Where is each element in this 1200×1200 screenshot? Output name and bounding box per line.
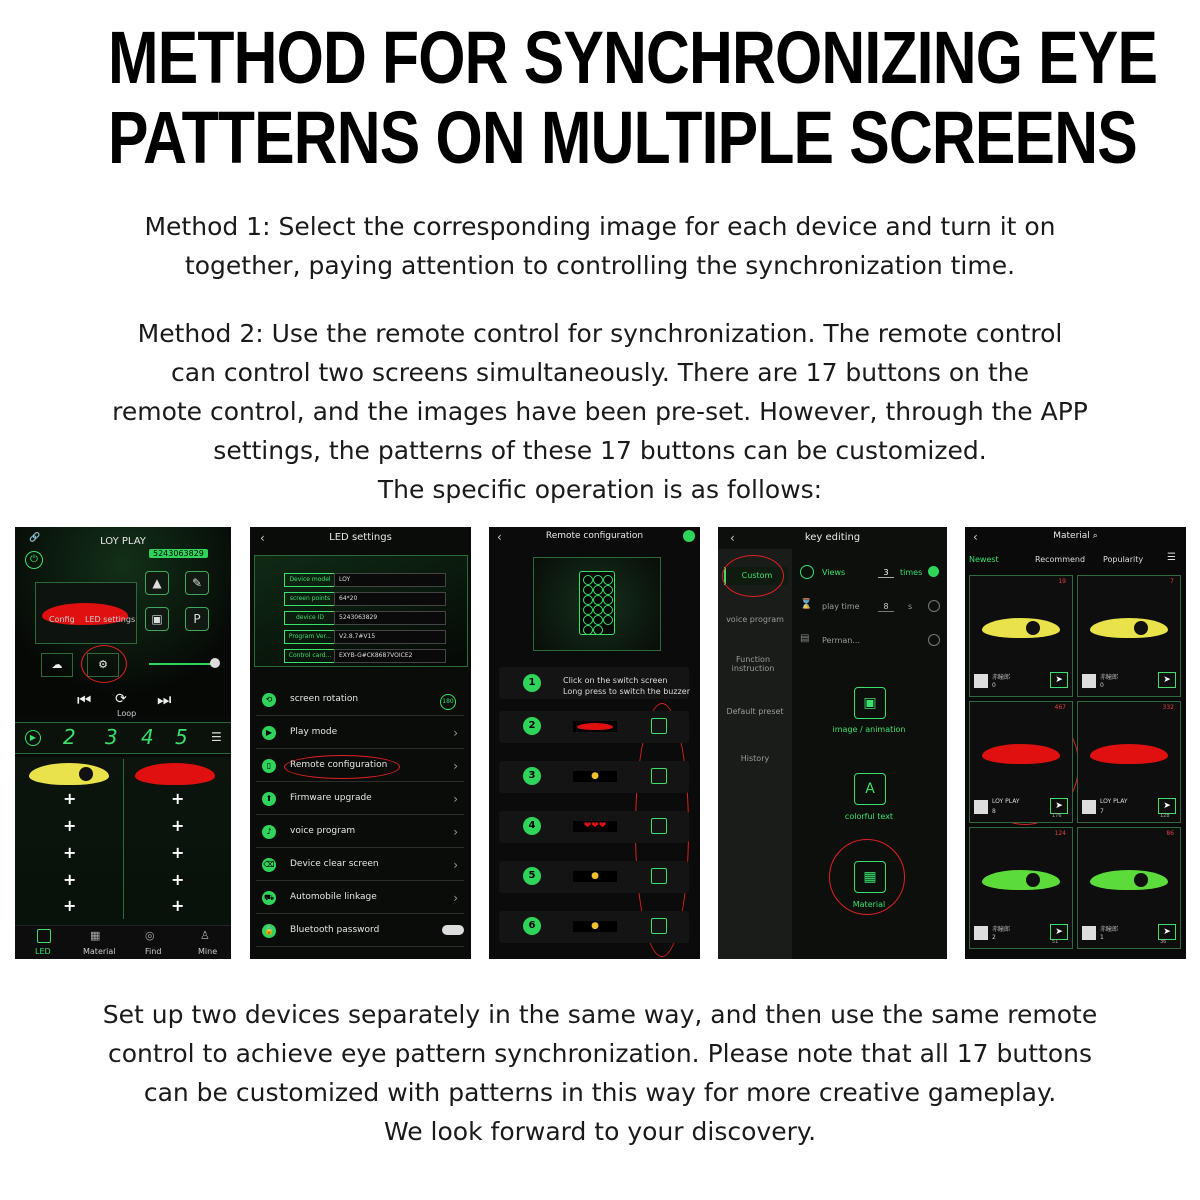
- key-number: 1: [523, 674, 541, 692]
- heat-count: 467: [1054, 704, 1066, 711]
- screenshot-loy-play: [15, 527, 231, 959]
- material-card[interactable]: [969, 701, 1073, 823]
- like-count: 7: [1100, 808, 1104, 815]
- edit-icon[interactable]: [651, 918, 667, 934]
- edit-icon[interactable]: [651, 718, 667, 734]
- play-time-radio[interactable]: [928, 600, 940, 612]
- info-value: 5243063829: [334, 611, 446, 625]
- keypad-button: [583, 605, 593, 615]
- send-icon[interactable]: ➤: [1158, 798, 1176, 814]
- permanent-radio[interactable]: [928, 634, 940, 646]
- add-slot-button[interactable]: +: [171, 896, 185, 915]
- pattern-thumbnail-hands: ●: [573, 921, 617, 932]
- like-count: 0: [992, 682, 996, 689]
- eye-pattern-green: [982, 870, 1060, 890]
- edit-icon[interactable]: [651, 818, 667, 834]
- loop-label: Loop: [117, 709, 137, 718]
- back-icon[interactable]: ‹: [260, 531, 265, 545]
- menu-item-label: Remote configuration: [290, 760, 388, 770]
- key-number: 5: [523, 867, 541, 885]
- slider-handle[interactable]: [210, 658, 220, 668]
- add-slot-button[interactable]: +: [171, 870, 185, 889]
- program-digit[interactable]: 3: [105, 725, 118, 749]
- chevron-right-icon: ›: [453, 825, 458, 839]
- screen-title: key editing: [804, 532, 861, 543]
- tab-voice-program[interactable]: voice program: [726, 615, 784, 624]
- method2-line: The specific operation is as follows:: [377, 475, 823, 504]
- avatar: [974, 674, 988, 688]
- nav-mine[interactable]: Mine: [198, 947, 218, 956]
- author-name: 赤瞳郎: [992, 926, 1011, 933]
- keypad-button: [583, 625, 593, 635]
- menu-item-label: Play mode: [290, 727, 338, 737]
- keypad-button: [603, 595, 613, 605]
- key-number: 2: [523, 717, 541, 735]
- hint-line: Click on the switch screen: [563, 676, 668, 685]
- keypad-button: [583, 595, 593, 605]
- method2-text: [40, 314, 1160, 509]
- material-card[interactable]: [1077, 827, 1181, 949]
- bluetooth-icon[interactable]: [683, 530, 695, 542]
- like-count: 1: [1100, 934, 1104, 941]
- menu-item[interactable]: [256, 786, 464, 815]
- material-icon[interactable]: ▦: [854, 861, 886, 893]
- menu-item[interactable]: [256, 819, 464, 848]
- title-line-2: PATTERNS ON MULTIPLE SCREENS: [108, 96, 1137, 179]
- highlight-ring: [829, 839, 905, 915]
- edit-icon[interactable]: [651, 768, 667, 784]
- warning-icon[interactable]: ▲: [145, 571, 169, 595]
- brightness-slider[interactable]: [149, 663, 213, 665]
- heat-count: 19: [1058, 578, 1066, 585]
- next-icon[interactable]: ⏭: [157, 690, 172, 709]
- material-card[interactable]: [1077, 701, 1181, 823]
- menu-item[interactable]: [256, 885, 464, 914]
- menu-item[interactable]: [256, 720, 464, 749]
- chevron-right-icon: ›: [453, 792, 458, 806]
- author-name: 赤瞳郎: [1100, 926, 1119, 933]
- method2-line: remote control, and the images have been pre-set. However, through the APP: [112, 397, 1088, 426]
- keypad-button: [583, 575, 593, 585]
- option-image-animation[interactable]: image / animation: [832, 725, 906, 734]
- play-time-input[interactable]: 8: [878, 602, 894, 612]
- mine-nav-icon[interactable]: ♙: [200, 929, 210, 942]
- firmware-icon: ⬆: [262, 792, 276, 806]
- lock-icon: 🔒: [262, 924, 276, 938]
- red-eye-slot[interactable]: [135, 763, 215, 785]
- info-value: V2.8.7#V15: [334, 630, 446, 644]
- screenshot-key-editing: [718, 527, 947, 959]
- clear-screen-icon: ⌫: [262, 858, 276, 872]
- eye-pattern-green: [1090, 870, 1168, 890]
- pupil: [1134, 621, 1148, 635]
- share-count: 36: [1160, 939, 1167, 945]
- voice-icon: ♪: [262, 825, 276, 839]
- play-icon[interactable]: ▶: [25, 730, 41, 746]
- footer-line: control to achieve eye pattern synchronization. Please note that all 17 buttons: [107, 1039, 1093, 1068]
- send-icon[interactable]: ➤: [1158, 672, 1176, 688]
- filter-icon[interactable]: ☰: [1167, 552, 1176, 563]
- keypad-button: [593, 595, 603, 605]
- send-icon[interactable]: ➤: [1158, 924, 1176, 940]
- keypad-button: [593, 605, 603, 615]
- footer-text: [40, 995, 1160, 1151]
- colorful-text-icon[interactable]: A: [854, 773, 886, 805]
- hourglass-icon: ⌛: [800, 599, 813, 610]
- search-icon[interactable]: ⌕: [1092, 531, 1098, 541]
- info-value: EXYB-G#CK8687VOICE2: [334, 649, 446, 663]
- led-nav-icon[interactable]: [37, 929, 51, 943]
- send-icon[interactable]: ➤: [1050, 672, 1068, 688]
- method2-line: can control two screens simultaneously. There are 17 buttons on the: [171, 358, 1029, 387]
- screen-title: Remote configuration: [545, 531, 644, 541]
- share-count: 176: [1052, 813, 1062, 819]
- add-slot-button[interactable]: +: [63, 896, 77, 915]
- heat-count: 86: [1166, 830, 1174, 837]
- program-digit[interactable]: 4: [141, 725, 154, 749]
- method2-line: settings, the patterns of these 17 buttons can be customized.: [213, 436, 987, 465]
- play-time-unit: s: [908, 602, 913, 611]
- play-time-label: play time: [822, 602, 860, 611]
- add-slot-button[interactable]: +: [63, 843, 77, 862]
- remote-icon: ▯: [262, 759, 276, 773]
- send-icon[interactable]: ➤: [1050, 798, 1068, 814]
- author-name: LOY PLAY: [1100, 798, 1128, 805]
- nav-find[interactable]: Find: [145, 947, 162, 956]
- pupil: [1134, 873, 1148, 887]
- chevron-right-icon: ›: [453, 726, 458, 740]
- find-nav-icon[interactable]: ◎: [145, 929, 155, 942]
- option-colorful-text[interactable]: colorful text: [844, 812, 894, 821]
- play-mode-icon: ▶: [262, 726, 276, 740]
- info-label: Program Ver...: [284, 630, 336, 644]
- views-input[interactable]: 3: [878, 568, 894, 578]
- menu-item-label: voice program: [290, 826, 356, 836]
- info-label: Control card...: [284, 649, 336, 663]
- pattern-thumbnail-thumb: ●: [573, 871, 617, 882]
- program-bar: [15, 722, 231, 754]
- screenshot-remote-configuration: [489, 527, 700, 959]
- pupil: [1026, 621, 1040, 635]
- chevron-right-icon: ›: [453, 891, 458, 905]
- add-slot-button[interactable]: +: [63, 870, 77, 889]
- menu-item-label: Bluetooth password: [290, 925, 380, 935]
- menu-item[interactable]: [256, 918, 464, 947]
- eye-pattern-yellow: [1090, 618, 1168, 638]
- pattern-thumbnail-hearts: ❤❤❤: [573, 821, 617, 832]
- menu-item-label: screen rotation: [290, 694, 359, 704]
- link-icon[interactable]: 🔗: [29, 533, 41, 543]
- views-radio-selected[interactable]: [928, 566, 939, 577]
- tab-recommend[interactable]: Recommend: [1035, 555, 1086, 564]
- tab-history[interactable]: History: [740, 754, 770, 763]
- menu-item-label: Automobile linkage: [290, 892, 377, 902]
- heat-count: 124: [1054, 830, 1066, 837]
- option-material[interactable]: Material: [852, 900, 886, 909]
- avatar: [974, 926, 988, 940]
- screen-title: LED settings: [329, 532, 392, 543]
- tab-popularity[interactable]: Popularity: [1103, 555, 1144, 564]
- tab-function-instruction[interactable]: Function instruction: [731, 655, 775, 673]
- tab-custom[interactable]: Custom: [724, 567, 788, 585]
- nav-material[interactable]: Material: [83, 947, 116, 956]
- edit-icon[interactable]: [651, 868, 667, 884]
- material-card[interactable]: [969, 827, 1073, 949]
- permanent-label: Perman...: [822, 636, 861, 645]
- eye-pattern-yellow: [982, 618, 1060, 638]
- back-icon[interactable]: ‹: [973, 530, 978, 544]
- views-label: Views: [822, 568, 846, 577]
- views-unit: times: [900, 568, 923, 577]
- author-name: 赤瞳郎: [1100, 674, 1119, 681]
- rotate-icon: ⟲: [262, 693, 276, 707]
- title-line-1: METHOD FOR SYNCHRONIZING EYE: [108, 16, 1158, 99]
- info-label: Device model: [284, 573, 336, 587]
- keypad-button: [593, 575, 603, 585]
- key-number: 6: [523, 917, 541, 935]
- page-title: [108, 16, 1158, 179]
- keypad-button: [603, 615, 613, 625]
- car-icon: ⛟: [262, 891, 276, 905]
- pupil: [1026, 873, 1040, 887]
- footer-line: can be customized with patterns in this way for more creative gameplay.: [143, 1078, 1057, 1107]
- pattern-thumbnail-emoji-face: ●: [573, 771, 617, 782]
- menu-item-label: Firmware upgrade: [290, 793, 372, 803]
- add-slot-button[interactable]: +: [171, 843, 185, 862]
- tab-default-preset[interactable]: Default preset: [726, 707, 784, 716]
- highlight-ring: [81, 645, 127, 683]
- image-animation-icon[interactable]: ▣: [854, 687, 886, 719]
- tab-newest[interactable]: Newest: [969, 555, 999, 564]
- yellow-eye-slot[interactable]: [29, 763, 109, 785]
- add-slot-button[interactable]: +: [171, 789, 185, 808]
- heat-count: 332: [1162, 704, 1174, 711]
- keypad-button: [583, 585, 593, 595]
- keypad-button: [593, 585, 603, 595]
- rotation-badge[interactable]: 180: [440, 694, 456, 710]
- material-nav-icon[interactable]: ▦: [90, 929, 101, 942]
- hint-line: Long press to switch the buzzer: [563, 687, 690, 696]
- keypad-button: [593, 625, 603, 635]
- program-digit[interactable]: 2: [63, 725, 76, 749]
- key-number: 3: [523, 767, 541, 785]
- add-slot-button[interactable]: +: [63, 816, 77, 835]
- led-settings-button[interactable]: ⚙: [87, 653, 119, 677]
- led-settings-label: LED settings: [85, 615, 136, 624]
- font-icon[interactable]: ✎: [185, 571, 209, 595]
- nav-led[interactable]: LED: [35, 947, 51, 956]
- like-count: 2: [992, 934, 996, 941]
- avatar: [1082, 926, 1096, 940]
- menu-item[interactable]: [256, 852, 464, 881]
- add-slot-button[interactable]: +: [171, 816, 185, 835]
- back-icon[interactable]: ‹: [497, 530, 502, 544]
- share-count: 128: [1160, 813, 1170, 819]
- key-number: 4: [523, 817, 541, 835]
- permanent-icon: ▤: [800, 633, 810, 644]
- power-icon[interactable]: ⏻: [25, 551, 43, 569]
- method1-text: [40, 207, 1160, 285]
- eye-pattern-red: [1090, 744, 1168, 764]
- method1-line: together, paying attention to controlling the synchronization time.: [184, 251, 1016, 280]
- menu-item-label: Device clear screen: [290, 859, 379, 869]
- footer-line: We look forward to your discovery.: [383, 1117, 817, 1146]
- material-title: Material: [1053, 531, 1090, 541]
- menu-item[interactable]: [256, 753, 464, 782]
- chevron-right-icon: ›: [453, 858, 458, 872]
- image-icon[interactable]: ▣: [145, 607, 169, 631]
- loop-icon[interactable]: ⟳: [115, 691, 127, 707]
- method2-line: Method 2: Use the remote control for synchronization. The remote control: [137, 319, 1063, 348]
- material-card[interactable]: [1077, 575, 1181, 697]
- keypad-button: [593, 615, 603, 625]
- avatar: [1082, 800, 1096, 814]
- info-label: screen points: [284, 592, 336, 606]
- method1-line: Method 1: Select the corresponding image for each device and turn it on: [144, 212, 1056, 241]
- chevron-right-icon: ›: [453, 759, 458, 773]
- keypad-button: [603, 605, 613, 615]
- app-title: LOY PLAY: [100, 536, 146, 547]
- cloud-config-button[interactable]: ☁: [41, 653, 73, 677]
- author-name: LOY PLAY: [992, 798, 1020, 805]
- avatar: [974, 800, 988, 814]
- info-value: LOY: [334, 573, 446, 587]
- eye-pattern-red: [982, 744, 1060, 764]
- device-id-badge: 5243063829: [149, 549, 208, 558]
- send-icon[interactable]: ➤: [1050, 924, 1068, 940]
- list-icon[interactable]: ☰: [211, 730, 222, 744]
- highlight-ring: [722, 555, 784, 597]
- info-label: device ID: [284, 611, 336, 625]
- config-label: Config: [49, 615, 75, 624]
- author-name: 赤瞳郎: [992, 674, 1011, 681]
- menu-item[interactable]: [256, 687, 464, 716]
- red-eye: [577, 723, 613, 730]
- keypad-button: [603, 585, 613, 595]
- program-digit[interactable]: 5: [175, 725, 188, 749]
- like-count: 0: [1100, 682, 1104, 689]
- keypad-button: [603, 575, 613, 585]
- like-count: 8: [992, 808, 996, 815]
- previous-icon[interactable]: ⏮: [77, 690, 92, 709]
- add-slot-button[interactable]: +: [63, 789, 77, 808]
- back-icon[interactable]: ‹: [730, 531, 735, 545]
- pattern-thumbnail-red-eye: [573, 721, 617, 732]
- parking-icon[interactable]: P: [185, 607, 209, 631]
- screenshot-led-settings: [250, 527, 471, 959]
- keypad-button: [583, 615, 593, 625]
- heat-count: 7: [1170, 578, 1174, 585]
- views-icon: [800, 565, 814, 579]
- footer-line: Set up two devices separately in the same way, and then use the same remote: [102, 1000, 1098, 1029]
- preview-frame: [35, 582, 137, 644]
- material-card[interactable]: [969, 575, 1073, 697]
- avatar: [1082, 674, 1096, 688]
- share-count: 51: [1052, 939, 1059, 945]
- screenshot-material: [965, 527, 1186, 959]
- info-value: 64*20: [334, 592, 446, 606]
- screen-title: [965, 531, 1186, 541]
